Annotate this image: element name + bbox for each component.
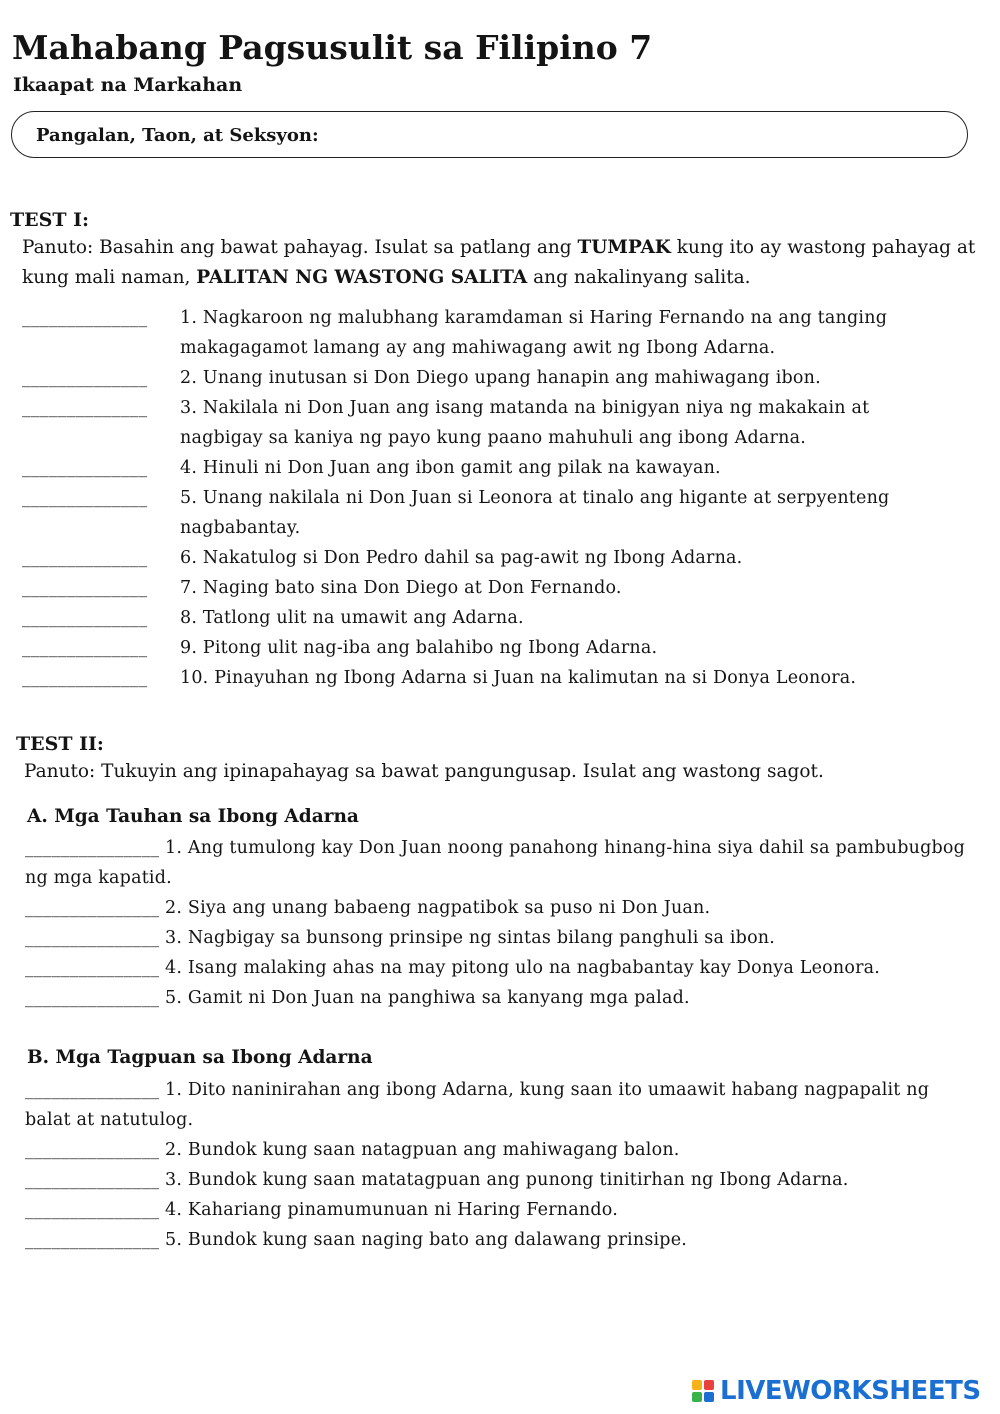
item-text: Bundok kung saan matatagpuan ang punong tinitirhan ng Ibong Adarna. <box>187 1170 849 1190</box>
test2-item <box>25 1135 975 1165</box>
item-number: 2. <box>165 898 183 918</box>
answer-blank[interactable]: _______________ <box>25 1080 160 1100</box>
test1-item <box>22 363 982 393</box>
test1-item <box>22 633 982 663</box>
answer-blank[interactable]: ______________ <box>22 548 148 568</box>
answer-blank[interactable]: _______________ <box>25 928 160 948</box>
item-number: 5. <box>180 488 198 508</box>
item-number: 6. <box>180 548 198 568</box>
item-number: 1. <box>165 838 183 858</box>
section-b-heading: B. Mga Tagpuan sa Ibong Adarna <box>27 1047 373 1068</box>
answer-blank[interactable]: _______________ <box>25 1230 160 1250</box>
item-text: Pitong ulit nag-iba ang balahibo ng Ibong Adarna. <box>202 638 658 658</box>
test2-item <box>25 983 975 1013</box>
item-number: 2. <box>180 368 198 388</box>
test2-item <box>25 833 975 893</box>
item-number: 5. <box>165 988 183 1008</box>
answer-blank[interactable]: _______________ <box>25 958 160 978</box>
item-number: 4. <box>180 458 198 478</box>
test2-item <box>25 1075 975 1135</box>
item-number: 1. <box>180 308 198 328</box>
answer-blank[interactable]: ______________ <box>22 578 148 598</box>
item-text: Gamit ni Don Juan na panghiwa sa kanyang mga palad. <box>187 988 690 1008</box>
item-text: Bundok kung saan natagpuan ang mahiwagang balon. <box>187 1140 680 1160</box>
answer-blank[interactable]: _______________ <box>25 1200 160 1220</box>
test2-heading: TEST II: <box>16 733 104 755</box>
test1-item <box>22 453 982 483</box>
answer-blank[interactable]: _______________ <box>25 898 160 918</box>
item-text: Naging bato sina Don Diego at Don Fernando. <box>202 578 622 598</box>
item-text: Tatlong ulit na umawit ang Adarna. <box>202 608 524 628</box>
name-field-box[interactable] <box>11 111 968 158</box>
test2-item <box>25 1225 975 1255</box>
test2-item <box>25 1165 975 1195</box>
item-number: 3. <box>180 398 198 418</box>
answer-blank[interactable]: _______________ <box>25 838 160 858</box>
item-number: 3. <box>165 1170 183 1190</box>
item-number: 4. <box>165 958 183 978</box>
page-subtitle: Ikaapat na Markahan <box>13 74 243 96</box>
item-text: Pinayuhan ng Ibong Adarna si Juan na kalimutan na si Donya Leonora. <box>214 668 857 688</box>
answer-blank[interactable]: ______________ <box>22 398 148 418</box>
item-text: Hinuli ni Don Juan ang ibon gamit ang pilak na kawayan. <box>202 458 721 478</box>
section-a-item-list <box>25 833 975 1013</box>
test2-item <box>25 953 975 983</box>
test2-directions: Panuto: Tukuyin ang ipinapahayag sa bawat pangungusap. Isulat ang wastong sagot. <box>24 761 824 782</box>
answer-blank[interactable]: ______________ <box>22 458 148 478</box>
name-field-label: Pangalan, Taon, at Seksyon: <box>36 125 319 146</box>
item-text: Kahariang pinamumunuan ni Haring Fernando. <box>187 1200 618 1220</box>
item-number: 8. <box>180 608 198 628</box>
test1-item <box>22 543 982 573</box>
logo-text: LIVEWORKSHEETS <box>720 1376 981 1406</box>
item-number: 5. <box>165 1230 183 1250</box>
answer-blank[interactable]: ______________ <box>22 368 148 388</box>
item-text: Bundok kung saan naging bato ang dalawang prinsipe. <box>187 1230 688 1250</box>
test1-directions: Panuto: Basahin ang bawat pahayag. Isulat sa patlang ang TUMPAK kung ito ay wastong pahayag at kung mali naman, PALITAN NG WASTONG SALITA ang nakalinyang salita. <box>22 237 976 288</box>
item-text: Isang malaking ahas na may pitong ulo na nagbabantay kay Donya Leonora. <box>187 958 881 978</box>
item-text: Nagkaroon ng malubhang karamdaman si Haring Fernando na ang tanging makagagamot lamang ay ang mahiwagang awit ng Ibong Adarna. <box>180 308 888 358</box>
item-number: 9. <box>180 638 198 658</box>
test2-item <box>25 893 975 923</box>
test1-item <box>22 303 982 363</box>
test1-item <box>22 393 982 453</box>
test1-item <box>22 663 982 693</box>
test1-item <box>22 573 982 603</box>
section-b-item-list <box>25 1075 975 1255</box>
item-text: Siya ang unang babaeng nagpatibok sa puso ni Don Juan. <box>187 898 711 918</box>
item-number: 10. <box>180 668 209 688</box>
answer-blank[interactable]: ______________ <box>22 308 148 328</box>
item-text: Nagbigay sa bunsong prinsipe ng sintas bilang panghuli sa ibon. <box>187 928 776 948</box>
test1-item-list <box>22 303 982 693</box>
page-title: Mahabang Pagsusulit sa Filipino 7 <box>12 28 653 67</box>
section-a-heading: A. Mga Tauhan sa Ibong Adarna <box>27 806 359 827</box>
test1-item <box>22 603 982 633</box>
answer-blank[interactable]: ______________ <box>22 608 148 628</box>
item-text: Nakatulog si Don Pedro dahil sa pag-awit ng Ibong Adarna. <box>202 548 743 568</box>
answer-blank[interactable]: _______________ <box>25 1140 160 1160</box>
item-number: 7. <box>180 578 198 598</box>
answer-blank[interactable]: _______________ <box>25 1170 160 1190</box>
test1-heading: TEST I: <box>10 209 89 231</box>
item-text: Dito naninirahan ang ibong Adarna, kung saan ito umaawit habang nagpapalit ng balat at natutulog. <box>25 1080 930 1130</box>
liveworksheets-logo <box>692 1376 981 1406</box>
item-number: 2. <box>165 1140 183 1160</box>
logo-mark-icon <box>692 1380 714 1402</box>
test2-item <box>25 923 975 953</box>
item-text: Unang inutusan si Don Diego upang hanapin ang mahiwagang ibon. <box>202 368 821 388</box>
test1-item <box>22 483 982 543</box>
item-number: 4. <box>165 1200 183 1220</box>
answer-blank[interactable]: ______________ <box>22 638 148 658</box>
item-number: 1. <box>165 1080 183 1100</box>
answer-blank[interactable]: ______________ <box>22 668 148 688</box>
test2-item <box>25 1195 975 1225</box>
item-text: Nakilala ni Don Juan ang isang matanda na binigyan niya ng makakain at nagbigay sa kaniya ng payo kung paano mahuhuli ang ibong Adarna. <box>180 398 870 448</box>
answer-blank[interactable]: ______________ <box>22 488 148 508</box>
answer-blank[interactable]: _______________ <box>25 988 160 1008</box>
item-text: Ang tumulong kay Don Juan noong panahong hinang-hina siya dahil sa pambubugbog ng mga kapatid. <box>25 838 966 888</box>
item-number: 3. <box>165 928 183 948</box>
item-text: Unang nakilala ni Don Juan si Leonora at tinalo ang higante at serpyenteng nagbabantay. <box>180 488 890 538</box>
